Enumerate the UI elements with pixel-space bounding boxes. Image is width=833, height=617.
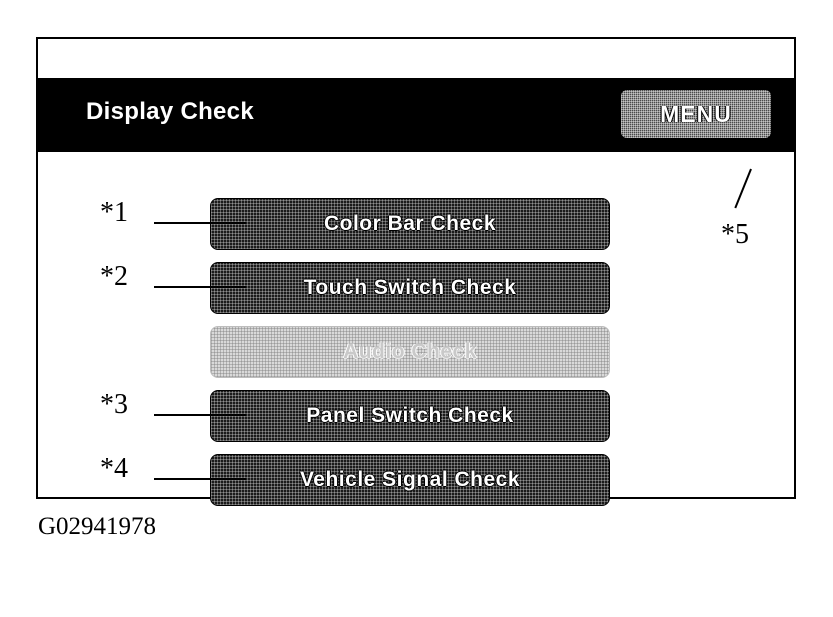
panel-switch-check-button[interactable] bbox=[210, 390, 610, 442]
vehicle-signal-check-button[interactable] bbox=[210, 454, 610, 506]
color-bar-check-button[interactable] bbox=[210, 198, 610, 250]
callout-2: *2 bbox=[100, 261, 128, 292]
menu-button-label: MENU bbox=[660, 100, 732, 127]
color-bar-check-label: Color Bar Check bbox=[323, 212, 497, 235]
menu-list-area bbox=[38, 152, 794, 497]
audio-check-button-disabled bbox=[210, 326, 610, 378]
panel-switch-check-label: Panel Switch Check bbox=[306, 404, 514, 427]
touch-switch-check-button[interactable] bbox=[210, 262, 610, 314]
menu-button[interactable] bbox=[621, 90, 771, 138]
leader-line-4 bbox=[154, 478, 246, 480]
vehicle-signal-check-label: Vehicle Signal Check bbox=[299, 468, 521, 491]
callout-4: *4 bbox=[100, 453, 128, 484]
leader-line-1 bbox=[154, 222, 246, 224]
callout-5: *5 bbox=[721, 219, 749, 250]
figure-id: G02941978 bbox=[38, 513, 157, 540]
leader-line-2 bbox=[154, 286, 246, 288]
callout-3: *3 bbox=[100, 389, 128, 420]
leader-line-3 bbox=[154, 414, 246, 416]
touch-switch-check-label: Touch Switch Check bbox=[303, 276, 517, 299]
device-screen-header bbox=[38, 78, 794, 152]
audio-check-label: Audio Check bbox=[343, 340, 477, 363]
figure-frame bbox=[36, 37, 796, 499]
callout-1: *1 bbox=[100, 197, 128, 228]
page-title: Display Check bbox=[86, 98, 254, 125]
